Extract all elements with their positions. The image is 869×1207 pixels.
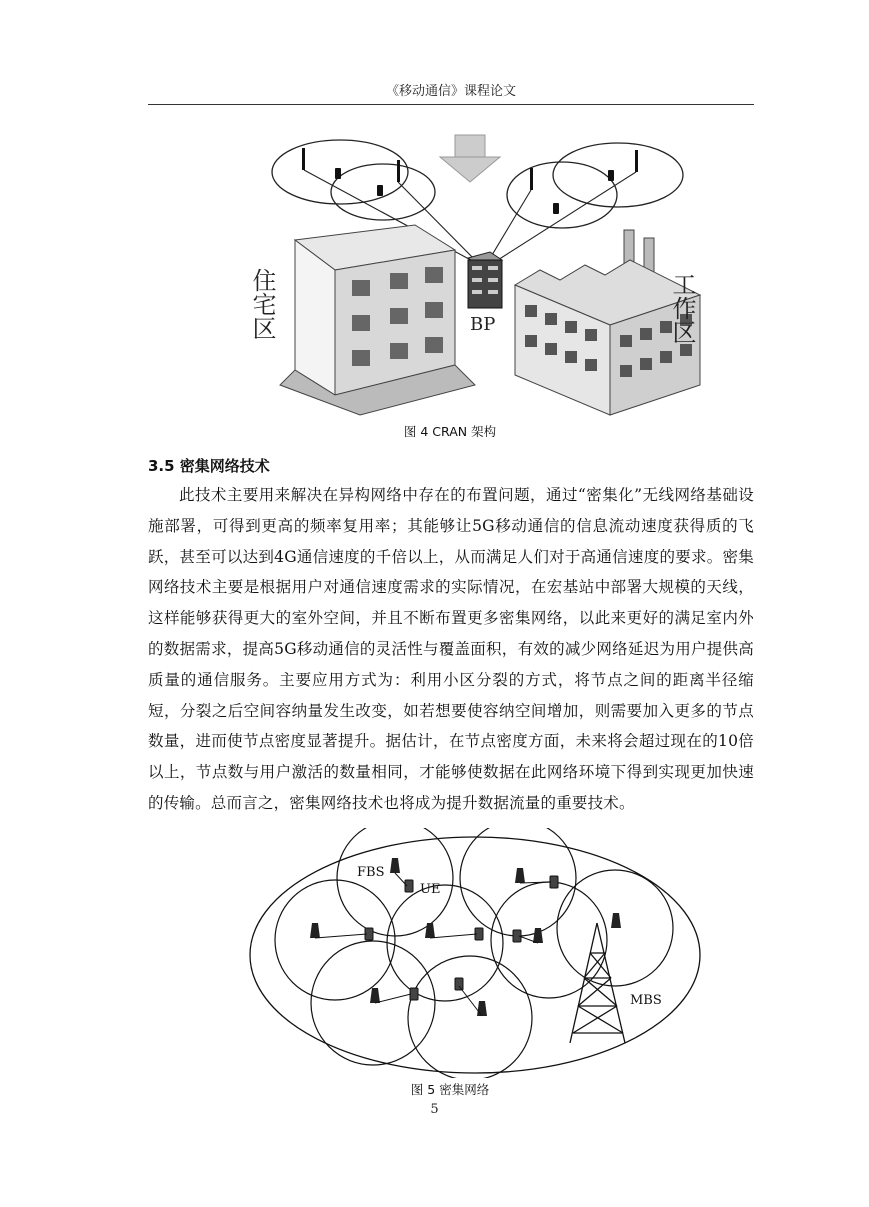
figure-cran-architecture <box>240 130 710 420</box>
cell-ellipse <box>553 143 683 207</box>
section-heading: 3.5 密集网络技术 <box>148 457 270 475</box>
ue-label: UE <box>420 882 441 897</box>
phone-icon <box>335 168 341 179</box>
header-rule <box>148 104 754 105</box>
page-number: 5 <box>430 1102 439 1117</box>
mbs-label: MBS <box>630 993 662 1008</box>
figure5-caption: 图 5 密集网络 <box>410 1082 490 1097</box>
running-header: 《移动通信》课程论文 <box>385 84 516 99</box>
figure4-caption: 图 4 CRAN 架构 <box>403 424 497 439</box>
ue-icons <box>365 876 558 1000</box>
residential-label: 住宅区 <box>248 268 276 340</box>
bp-label: BP <box>470 314 496 335</box>
dense-network-illustration <box>245 828 705 1078</box>
small-cell-circle <box>408 956 532 1078</box>
down-arrow-icon <box>440 135 500 182</box>
antenna-icon <box>635 150 638 172</box>
antenna-icon <box>302 148 305 170</box>
figure-dense-network <box>245 828 705 1078</box>
bp-rack <box>468 252 502 308</box>
small-cell-circle <box>275 880 395 1000</box>
residential-building <box>280 225 475 415</box>
antenna-icon <box>397 160 400 182</box>
phone-icon <box>608 170 614 181</box>
small-cell-circle <box>387 885 503 1001</box>
fbs-label: FBS <box>357 865 385 880</box>
body-paragraph: 此技术主要用来解决在异构网络中存在的布置问题，通过“密集化”无线网络基础设施部署，可得到更高的频率复用率；其能够让5G移动通信的信息流动速度获得质的飞跃，甚至可以达到4G通信速度的千倍以上，从而满足人们对于高通信速度的要求。密集网络技术主要是根据用户对通信速度需求的实际情况，在宏基站中部署大规模的天线，这样能够获得更大的室外空间，并且不断布置更多密集网络，以此来更好的满足室内外的数据需求，提高5G移动通信的灵活性与覆盖面积，有效的减少网络延迟为用户提供高质量的通信服务。主要应用方式为：利用小区分裂的方式，将节点之间的距离半径缩短，分裂之后空间容纳量发生改变，如若想要使容纳空间增加，则需要加入更多的节点数量，进而使节点密度显著提升。据估计，在节点密度方面，未来将会超过现在的10倍以上，节点数与用户激活的数量相同，才能够使数据在此网络环境下得到实现更加快速的传输。总而言之，密集网络技术也将成为提升数据流量的重要技术。 <box>148 486 754 812</box>
work-area-label: 工作区 <box>668 272 696 344</box>
small-cell-circles <box>275 828 673 1078</box>
phone-icon <box>377 185 383 196</box>
antenna-icon <box>530 168 533 190</box>
cran-illustration <box>240 130 710 420</box>
phone-icon <box>553 203 559 214</box>
